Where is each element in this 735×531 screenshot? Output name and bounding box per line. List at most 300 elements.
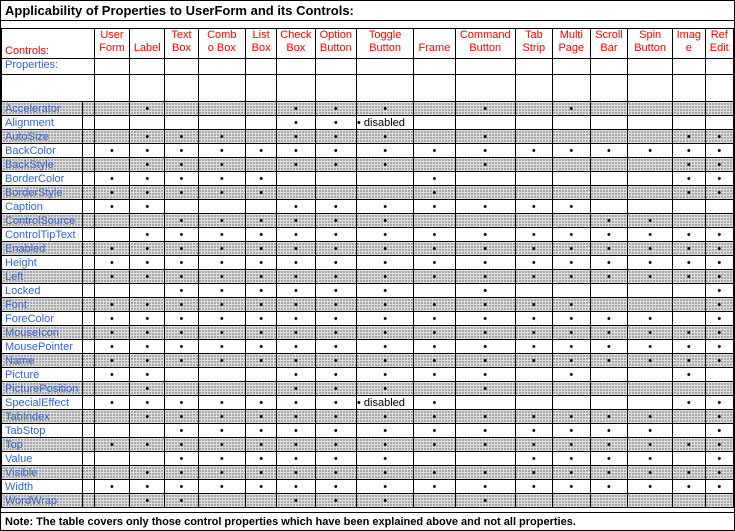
applicability-mark: •: [179, 242, 184, 255]
applicability-mark: •: [219, 340, 224, 353]
property-row: [2, 172, 734, 186]
applicability-mark: •: [179, 354, 184, 367]
applicability-cell: [356, 494, 413, 508]
spacer-cell: [82, 452, 94, 466]
applicability-cell: [315, 452, 356, 466]
applicability-mark: •: [219, 284, 224, 297]
applicability-cell: [515, 368, 552, 382]
applicability-cell: [705, 270, 733, 284]
property-row: [2, 214, 734, 228]
blank-cell: [705, 59, 733, 75]
applicability-cell: [705, 158, 733, 172]
applicability-cell: [198, 186, 246, 200]
applicability-cell: [198, 130, 246, 144]
applicability-cell: [455, 284, 515, 298]
applicability-cell: [356, 452, 413, 466]
control-header-line1: Command: [459, 29, 511, 41]
applicability-cell: [628, 354, 673, 368]
applicability-mark: •: [648, 312, 653, 325]
applicability-mark: •: [483, 410, 488, 423]
applicability-mark: •: [333, 158, 338, 171]
applicability-mark: •: [483, 424, 488, 437]
applicability-mark: •: [686, 270, 691, 283]
applicability-cell: [552, 438, 590, 452]
applicability-cell: [130, 228, 165, 242]
applicability-mark: •: [686, 326, 691, 339]
applicability-cell: [705, 256, 733, 270]
applicability-mark: •: [293, 284, 298, 297]
applicability-mark: •: [648, 354, 653, 367]
control-header-line1: List: [252, 29, 270, 41]
applicability-cell: [705, 186, 733, 200]
applicability-cell: [315, 228, 356, 242]
applicability-cell: [628, 200, 673, 214]
applicability-mark: •: [110, 368, 114, 381]
applicability-cell: [94, 312, 129, 326]
applicability-mark: •: [483, 144, 488, 157]
applicability-cell: [414, 186, 455, 200]
spacer-cell: [82, 298, 94, 312]
control-header: [455, 29, 515, 59]
spacer-cell: [82, 368, 94, 382]
applicability-mark: •: [432, 270, 437, 283]
applicability-cell: [165, 242, 198, 256]
applicability-cell: [246, 382, 277, 396]
applicability-cell: [356, 214, 413, 228]
applicability-cell: [590, 102, 627, 116]
applicability-mark: •: [219, 158, 224, 171]
applicability-cell: [246, 102, 277, 116]
applicability-cell: [673, 102, 705, 116]
applicability-cell: [414, 200, 455, 214]
applicability-mark: •: [531, 312, 536, 325]
applicability-mark: •: [483, 340, 488, 353]
applicability-mark: •: [686, 256, 691, 269]
applicability-cell: [455, 326, 515, 340]
applicability-mark: • disabled: [356, 396, 405, 409]
applicability-mark: •: [179, 312, 184, 325]
applicability-cell: [198, 340, 246, 354]
applicability-cell: [94, 228, 129, 242]
applicability-cell: [414, 480, 455, 494]
applicability-cell: [628, 214, 673, 228]
applicability-mark: •: [145, 158, 150, 171]
applicability-mark: •: [531, 452, 536, 465]
applicability-cell: [455, 466, 515, 480]
control-header: [515, 29, 552, 59]
applicability-cell: [356, 480, 413, 494]
applicability-cell: [552, 130, 590, 144]
applicability-cell: [628, 298, 673, 312]
applicability-mark: •: [110, 340, 114, 353]
applicability-cell: [414, 172, 455, 186]
applicability-mark: •: [531, 424, 536, 437]
applicability-cell: [414, 382, 455, 396]
applicability-mark: •: [383, 480, 388, 493]
property-name: ForeColor: [5, 312, 54, 325]
control-header-line2: Edit: [709, 42, 729, 54]
applicability-cell: [315, 466, 356, 480]
property-name: Top: [5, 438, 23, 451]
applicability-cell: [130, 410, 165, 424]
applicability-mark: •: [607, 340, 611, 353]
applicability-cell: [414, 242, 455, 256]
applicability-mark: •: [259, 354, 264, 367]
property-row: [2, 452, 734, 466]
applicability-mark: •: [219, 354, 224, 367]
applicability-cell: [94, 298, 129, 312]
property-name: PicturePosition: [5, 382, 79, 395]
applicability-mark: •: [145, 270, 150, 283]
applicability-cell: [515, 326, 552, 340]
applicability-mark: •: [383, 130, 388, 143]
applicability-mark: •: [531, 256, 536, 269]
applicability-cell: [673, 256, 705, 270]
applicability-mark: •: [110, 172, 114, 185]
applicability-mark: •: [333, 312, 338, 325]
applicability-mark: •: [483, 382, 488, 395]
blank-cell: [590, 75, 627, 102]
applicability-cell: [315, 130, 356, 144]
applicability-mark: •: [717, 326, 722, 339]
applicability-mark: •: [607, 256, 611, 269]
applicability-cell: [277, 214, 315, 228]
applicability-cell: [705, 326, 733, 340]
control-header: [414, 29, 455, 59]
applicability-cell: [673, 214, 705, 228]
applicability-cell: [165, 284, 198, 298]
applicability-mark: •: [293, 452, 298, 465]
property-name: Visible: [5, 466, 38, 479]
applicability-mark: •: [259, 172, 264, 185]
applicability-cell: [590, 452, 627, 466]
applicability-cell: [356, 298, 413, 312]
applicability-mark: •: [607, 410, 611, 423]
applicability-cell: [414, 340, 455, 354]
applicability-cell: [165, 158, 198, 172]
applicability-cell: [515, 284, 552, 298]
applicability-cell: [628, 144, 673, 158]
applicability-cell: [515, 102, 552, 116]
applicability-cell: [673, 270, 705, 284]
applicability-mark: •: [648, 326, 653, 339]
applicability-mark: •: [531, 242, 536, 255]
applicability-cell: [315, 116, 356, 130]
applicability-cell: [552, 270, 590, 284]
applicability-cell: [246, 494, 277, 508]
applicability-mark: •: [607, 326, 611, 339]
applicability-cell: [94, 494, 129, 508]
applicability-mark: •: [569, 270, 574, 283]
applicability-mark: •: [179, 130, 184, 143]
applicability-mark: •: [219, 186, 224, 199]
applicability-cell: [414, 410, 455, 424]
applicability-mark: •: [717, 242, 722, 255]
property-name-cell: [2, 116, 83, 130]
applicability-mark: •: [483, 480, 488, 493]
applicability-cell: [315, 326, 356, 340]
applicability-mark: •: [717, 172, 722, 185]
applicability-mark: •: [333, 382, 338, 395]
applicability-cell: [246, 116, 277, 130]
applicability-cell: [414, 466, 455, 480]
applicability-cell: [414, 354, 455, 368]
applicability-cell: [552, 480, 590, 494]
blank-cell: [277, 59, 315, 75]
property-name: BorderStyle: [5, 186, 63, 199]
applicability-cell: [246, 452, 277, 466]
applicability-mark: •: [293, 256, 298, 269]
property-name-cell: [2, 270, 83, 284]
property-name: MouseIcon: [5, 326, 59, 339]
applicability-mark: •: [717, 410, 722, 423]
property-name-cell: [2, 382, 83, 396]
applicability-mark: •: [569, 452, 574, 465]
applicability-cell: [356, 368, 413, 382]
applicability-mark: •: [333, 102, 338, 115]
applicability-cell: [277, 466, 315, 480]
applicability-mark: •: [179, 326, 184, 339]
applicability-cell: [673, 312, 705, 326]
applicability-cell: [315, 438, 356, 452]
applicability-mark: •: [219, 172, 224, 185]
applicability-cell: [94, 326, 129, 340]
applicability-cell: [705, 410, 733, 424]
applicability-cell: [315, 410, 356, 424]
applicability-cell: [246, 172, 277, 186]
applicability-mark: •: [333, 130, 338, 143]
applicability-cell: [590, 494, 627, 508]
applicability-mark: •: [531, 480, 536, 493]
applicability-mark: •: [531, 228, 536, 241]
applicability-cell: [356, 242, 413, 256]
applicability-cell: [414, 270, 455, 284]
applicability-mark: •: [383, 214, 388, 227]
applicability-mark: •: [717, 186, 722, 199]
property-row: [2, 200, 734, 214]
property-row: [2, 466, 734, 480]
applicability-cell: [277, 368, 315, 382]
applicability-mark: •: [219, 480, 224, 493]
applicability-cell: [198, 270, 246, 284]
applicability-cell: [673, 186, 705, 200]
spacer-cell: [82, 354, 94, 368]
property-name-cell: [2, 284, 83, 298]
control-header: [628, 29, 673, 59]
applicability-cell: [455, 312, 515, 326]
applicability-mark: •: [333, 424, 338, 437]
applicability-cell: [198, 396, 246, 410]
applicability-mark: •: [333, 494, 338, 507]
applicability-mark: •: [383, 270, 388, 283]
applicability-cell: [94, 186, 129, 200]
applicability-cell: [277, 256, 315, 270]
applicability-mark: •: [569, 354, 574, 367]
applicability-cell: [552, 102, 590, 116]
property-name-cell: [2, 396, 83, 410]
applicability-cell: [356, 130, 413, 144]
applicability-mark: •: [607, 270, 611, 283]
applicability-cell: [628, 116, 673, 130]
blank-cell: [414, 59, 455, 75]
applicability-mark: •: [179, 270, 184, 283]
applicability-cell: [165, 424, 198, 438]
applicability-cell: [356, 312, 413, 326]
applicability-cell: [590, 410, 627, 424]
applicability-mark: •: [110, 396, 114, 409]
control-header-line1: Check: [280, 29, 312, 41]
applicability-cell: [515, 452, 552, 466]
spacer-cell: [82, 466, 94, 480]
applicability-cell: [455, 382, 515, 396]
applicability-mark: •: [333, 284, 338, 297]
applicability-mark: •: [531, 326, 536, 339]
applicability-cell: [130, 354, 165, 368]
applicability-mark: •: [483, 494, 488, 507]
applicability-mark: •: [648, 270, 653, 283]
property-name: WordWrap: [5, 494, 58, 507]
applicability-mark: •: [717, 130, 722, 143]
applicability-mark: •: [717, 340, 722, 353]
applicability-cell: [94, 354, 129, 368]
applicability-cell: [94, 242, 129, 256]
applicability-mark: •: [717, 452, 722, 465]
applicability-cell: [165, 466, 198, 480]
applicability-mark: •: [648, 242, 653, 255]
applicability-cell: [130, 256, 165, 270]
applicability-mark: •: [179, 172, 184, 185]
applicability-cell: [414, 130, 455, 144]
applicability-cell: [356, 256, 413, 270]
applicability-cell: [356, 102, 413, 116]
blank-cell: [628, 59, 673, 75]
applicability-cell: [130, 326, 165, 340]
applicability-cell: [552, 186, 590, 200]
applicability-mark: •: [259, 480, 264, 493]
applicability-cell: [198, 102, 246, 116]
blank-cell: [246, 59, 277, 75]
applicability-cell: [198, 116, 246, 130]
applicability-cell: [515, 340, 552, 354]
applicability-mark: •: [259, 396, 264, 409]
applicability-cell: [455, 270, 515, 284]
applicability-mark: •: [145, 438, 150, 451]
control-header-line2: Frame: [418, 42, 451, 54]
applicability-cell: [552, 494, 590, 508]
applicability-mark: •: [686, 396, 691, 409]
applicability-mark: •: [145, 326, 150, 339]
applicability-cell: [165, 200, 198, 214]
applicability-mark: •: [531, 410, 536, 423]
property-name-cell: [2, 256, 83, 270]
blank-cell: [356, 75, 413, 102]
spacer-cell: [82, 172, 94, 186]
applicability-cell: [130, 438, 165, 452]
applicability-mark: •: [432, 312, 437, 325]
applicability-cell: [628, 284, 673, 298]
applicability-cell: [246, 340, 277, 354]
property-name-cell: [2, 242, 83, 256]
applicability-mark: •: [432, 466, 437, 479]
header-row: [2, 29, 734, 59]
applicability-mark: •: [259, 438, 264, 451]
applicability-cell: [246, 228, 277, 242]
applicability-mark: •: [219, 228, 224, 241]
property-name-cell: [2, 200, 83, 214]
applicability-mark: •: [717, 228, 722, 241]
applicability-cell: [628, 130, 673, 144]
applicability-cell: [356, 466, 413, 480]
applicability-cell: [590, 368, 627, 382]
applicability-cell: [590, 144, 627, 158]
applicability-cell: [94, 270, 129, 284]
applicability-cell: [705, 354, 733, 368]
applicability-mark: •: [110, 480, 114, 493]
applicability-mark: •: [432, 354, 437, 367]
applicability-cell: [315, 242, 356, 256]
applicability-cell: [628, 480, 673, 494]
applicability-cell: [165, 298, 198, 312]
applicability-mark: •: [483, 130, 488, 143]
applicability-cell: [165, 396, 198, 410]
spacer-cell: [82, 102, 94, 116]
applicability-cell: [628, 410, 673, 424]
applicability-mark: •: [383, 466, 388, 479]
applicability-cell: [590, 270, 627, 284]
spacer-cell: [82, 410, 94, 424]
applicability-cell: [277, 144, 315, 158]
property-name-cell: [2, 298, 83, 312]
applicability-cell: [705, 102, 733, 116]
applicability-mark: •: [219, 312, 224, 325]
property-row: [2, 102, 734, 116]
applicability-cell: [515, 172, 552, 186]
applicability-cell: [277, 270, 315, 284]
applicability-cell: [130, 242, 165, 256]
applicability-cell: [198, 480, 246, 494]
applicability-cell: [315, 312, 356, 326]
applicability-mark: •: [179, 158, 184, 171]
applicability-mark: •: [333, 256, 338, 269]
blank-cell: [2, 75, 95, 102]
applicability-mark: •: [686, 186, 691, 199]
applicability-cell: [246, 130, 277, 144]
applicability-cell: [246, 270, 277, 284]
property-name: BackColor: [5, 144, 56, 157]
applicability-cell: [628, 186, 673, 200]
applicability-cell: [130, 102, 165, 116]
control-header-line1: Ref: [710, 29, 728, 41]
applicability-mark: •: [293, 144, 298, 157]
control-header: [165, 29, 198, 59]
applicability-cell: [198, 438, 246, 452]
applicability-cell: [673, 354, 705, 368]
applicability-cell: [515, 116, 552, 130]
applicability-cell: [277, 410, 315, 424]
applicability-cell: [590, 284, 627, 298]
applicability-mark: •: [607, 466, 611, 479]
applicability-cell: [130, 284, 165, 298]
applicability-mark: •: [383, 228, 388, 241]
applicability-cell: [590, 480, 627, 494]
applicability-mark: •: [259, 242, 264, 255]
applicability-mark: •: [219, 424, 224, 437]
applicability-cell: [130, 368, 165, 382]
applicability-cell: [315, 340, 356, 354]
applicability-cell: [673, 228, 705, 242]
applicability-mark: •: [483, 256, 488, 269]
applicability-cell: [130, 186, 165, 200]
